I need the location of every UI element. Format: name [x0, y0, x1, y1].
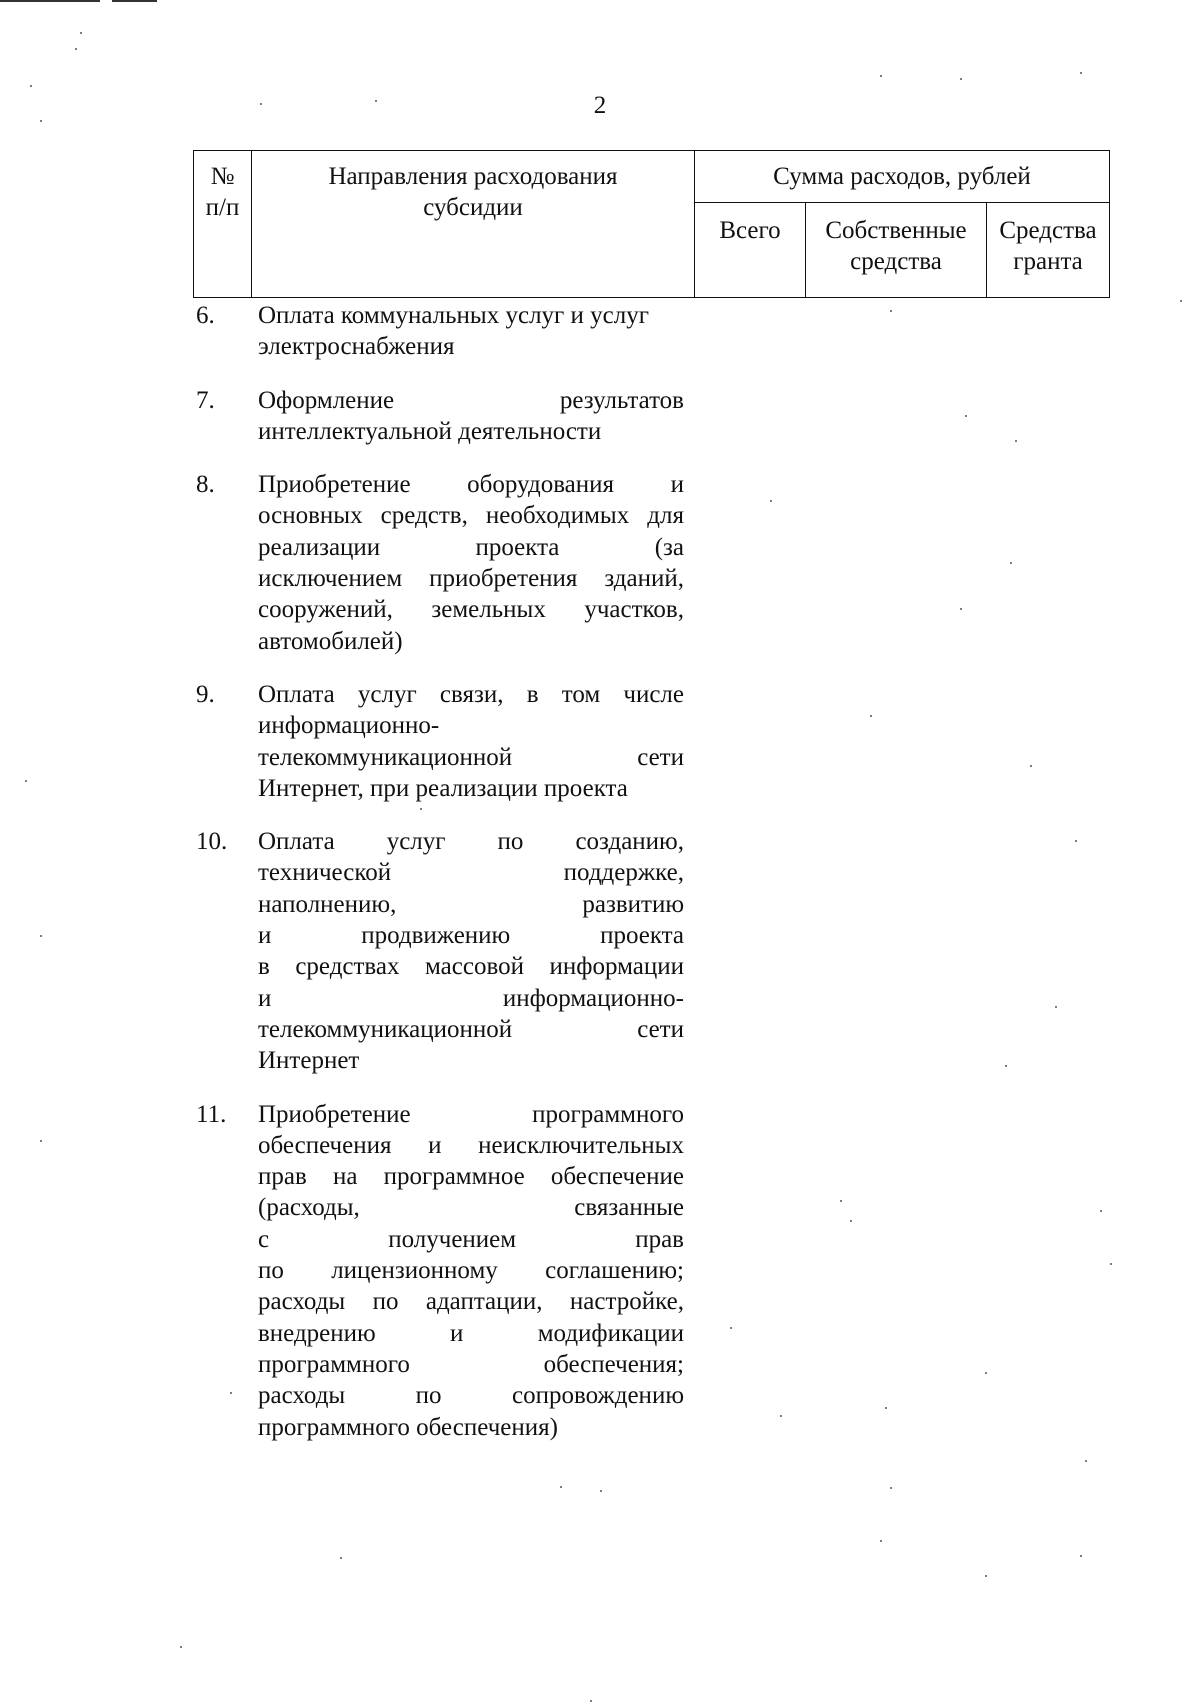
text-line: телекоммуникационной сети: [258, 743, 684, 771]
text-line: Оформление результатов: [258, 386, 684, 414]
text-line: Интернет, при реализации проекта: [258, 774, 628, 802]
expense-item-number: 8.: [196, 471, 215, 499]
text-line: программного обеспечения): [258, 1413, 558, 1441]
scan-speck: [560, 1486, 562, 1488]
scan-speck: [260, 103, 262, 105]
scan-speck: [730, 1327, 732, 1329]
text-line: расходы по адаптации, настройке,: [258, 1288, 684, 1316]
text-line: и продвижению проекта: [258, 922, 684, 950]
scan-speck: [880, 75, 882, 77]
scan-speck: [885, 1407, 887, 1409]
scan-speck: [40, 935, 42, 937]
scan-speck: [1010, 562, 1012, 564]
page-number: 2: [593, 92, 607, 119]
text-line: интеллектуальной деятельности: [258, 417, 602, 445]
text-line: программного обеспечения;: [258, 1350, 684, 1378]
scan-speck: [40, 120, 42, 122]
text-line: исключением приобретения зданий,: [258, 565, 684, 593]
scan-speck: [1180, 300, 1182, 302]
expense-item-number: 6.: [196, 302, 215, 329]
scan-speck: [590, 1700, 592, 1702]
text-line: информационно-: [258, 712, 440, 740]
text-line: реализации проекта (за: [258, 533, 684, 561]
scan-speck: [880, 1540, 882, 1542]
scan-speck: [870, 715, 872, 717]
scan-speck: [230, 1392, 232, 1394]
scan-speck: [340, 1557, 342, 1559]
scan-speck: [840, 1200, 842, 1202]
text-line: в средствах массовой информации: [258, 953, 684, 981]
expense-item-text: [258, 300, 684, 363]
scan-speck: [1100, 1210, 1102, 1212]
scan-speck: [1055, 1006, 1057, 1008]
column-header-grant-funds: Средства гранта: [987, 203, 1110, 298]
column-header-own-funds: Собственные средства: [806, 203, 987, 298]
column-header-sum: Сумма расходов, рублей: [695, 151, 1110, 203]
text-line: по лицензионному соглашению;: [258, 1257, 684, 1285]
text-line: Оплата коммунальных услуг и услуг: [258, 302, 650, 329]
expenses-table-header: [193, 150, 1110, 298]
scan-speck: [1080, 1555, 1082, 1557]
text-line: технической поддержке,: [258, 859, 684, 887]
scan-speck: [960, 608, 962, 610]
expense-item-number: 10.: [196, 828, 228, 856]
text-line: Оплата услуг по созданию,: [258, 828, 684, 856]
scan-speck: [1030, 765, 1032, 767]
scan-speck: [985, 1575, 987, 1577]
text-line: Оплата услуг связи, в том числе: [258, 680, 684, 708]
scan-speck: [1005, 1065, 1007, 1067]
scan-speck: [780, 1415, 782, 1417]
scan-speck: [180, 1646, 182, 1648]
expense-item-number: 9.: [196, 680, 215, 708]
text-line: электроснабжения: [258, 333, 455, 361]
text-line: телекоммуникационной сети: [258, 1015, 684, 1043]
scan-speck: [1015, 440, 1017, 442]
expense-item: [193, 826, 693, 1076]
text-line: Приобретение программного: [258, 1100, 684, 1128]
scan-speck: [75, 48, 77, 50]
scan-speck: [1110, 1263, 1112, 1265]
expense-item-text: [258, 385, 684, 448]
expense-item: [193, 300, 693, 363]
text-line: обеспечения и неисключительных: [258, 1131, 684, 1159]
expense-item: [193, 469, 693, 657]
scan-speck: [375, 100, 377, 102]
scan-speck: [890, 310, 892, 312]
scan-speck: [1080, 72, 1082, 74]
text-line: сооружений, земельных участков,: [258, 596, 684, 624]
column-header-number: № п/п: [194, 151, 252, 298]
scan-speck: [1085, 1460, 1087, 1462]
text-line: (расходы, связанные: [258, 1194, 684, 1222]
text-line: Интернет: [258, 1047, 360, 1075]
text-line: основных средств, необходимых для: [258, 502, 684, 530]
scan-edge-mark: [112, 0, 157, 2]
scan-speck: [770, 500, 772, 502]
scan-speck: [600, 1490, 602, 1492]
scan-speck: [890, 1487, 892, 1489]
expense-item: [193, 385, 693, 448]
column-header-total: Всего: [695, 203, 806, 298]
text-line: с получением прав: [258, 1225, 684, 1253]
text-line: расходы по сопровождению: [258, 1382, 684, 1410]
expense-item-text: [258, 1099, 684, 1443]
scan-speck: [985, 1372, 987, 1374]
expense-items-list: [193, 300, 693, 1465]
text-line: Приобретение оборудования и: [258, 471, 684, 499]
scan-speck: [965, 415, 967, 417]
scan-speck: [30, 85, 32, 87]
expense-item: [193, 679, 693, 804]
scan-edge-mark: [0, 0, 100, 2]
expense-item: [193, 1099, 693, 1443]
expense-item-text: [258, 826, 684, 1076]
scan-speck: [80, 32, 82, 34]
scan-speck: [1075, 840, 1077, 842]
text-line: внедрению и модификации: [258, 1319, 684, 1347]
column-header-direction: Направления расходования субсидии: [252, 151, 695, 298]
scan-speck: [40, 1140, 42, 1142]
expense-item-number: 7.: [196, 386, 215, 414]
text-line: наполнению, развитию: [258, 890, 684, 918]
expense-item-text: [258, 469, 684, 657]
expense-item-number: 11.: [196, 1100, 227, 1128]
expense-item-text: [258, 679, 684, 804]
scan-speck: [25, 780, 27, 782]
text-line: автомобилей): [258, 627, 403, 655]
scan-speck: [960, 78, 962, 80]
scan-speck: [420, 808, 422, 810]
text-line: прав на программное обеспечение: [258, 1163, 684, 1191]
scan-speck: [850, 1220, 852, 1222]
text-line: и информационно-: [258, 984, 684, 1012]
